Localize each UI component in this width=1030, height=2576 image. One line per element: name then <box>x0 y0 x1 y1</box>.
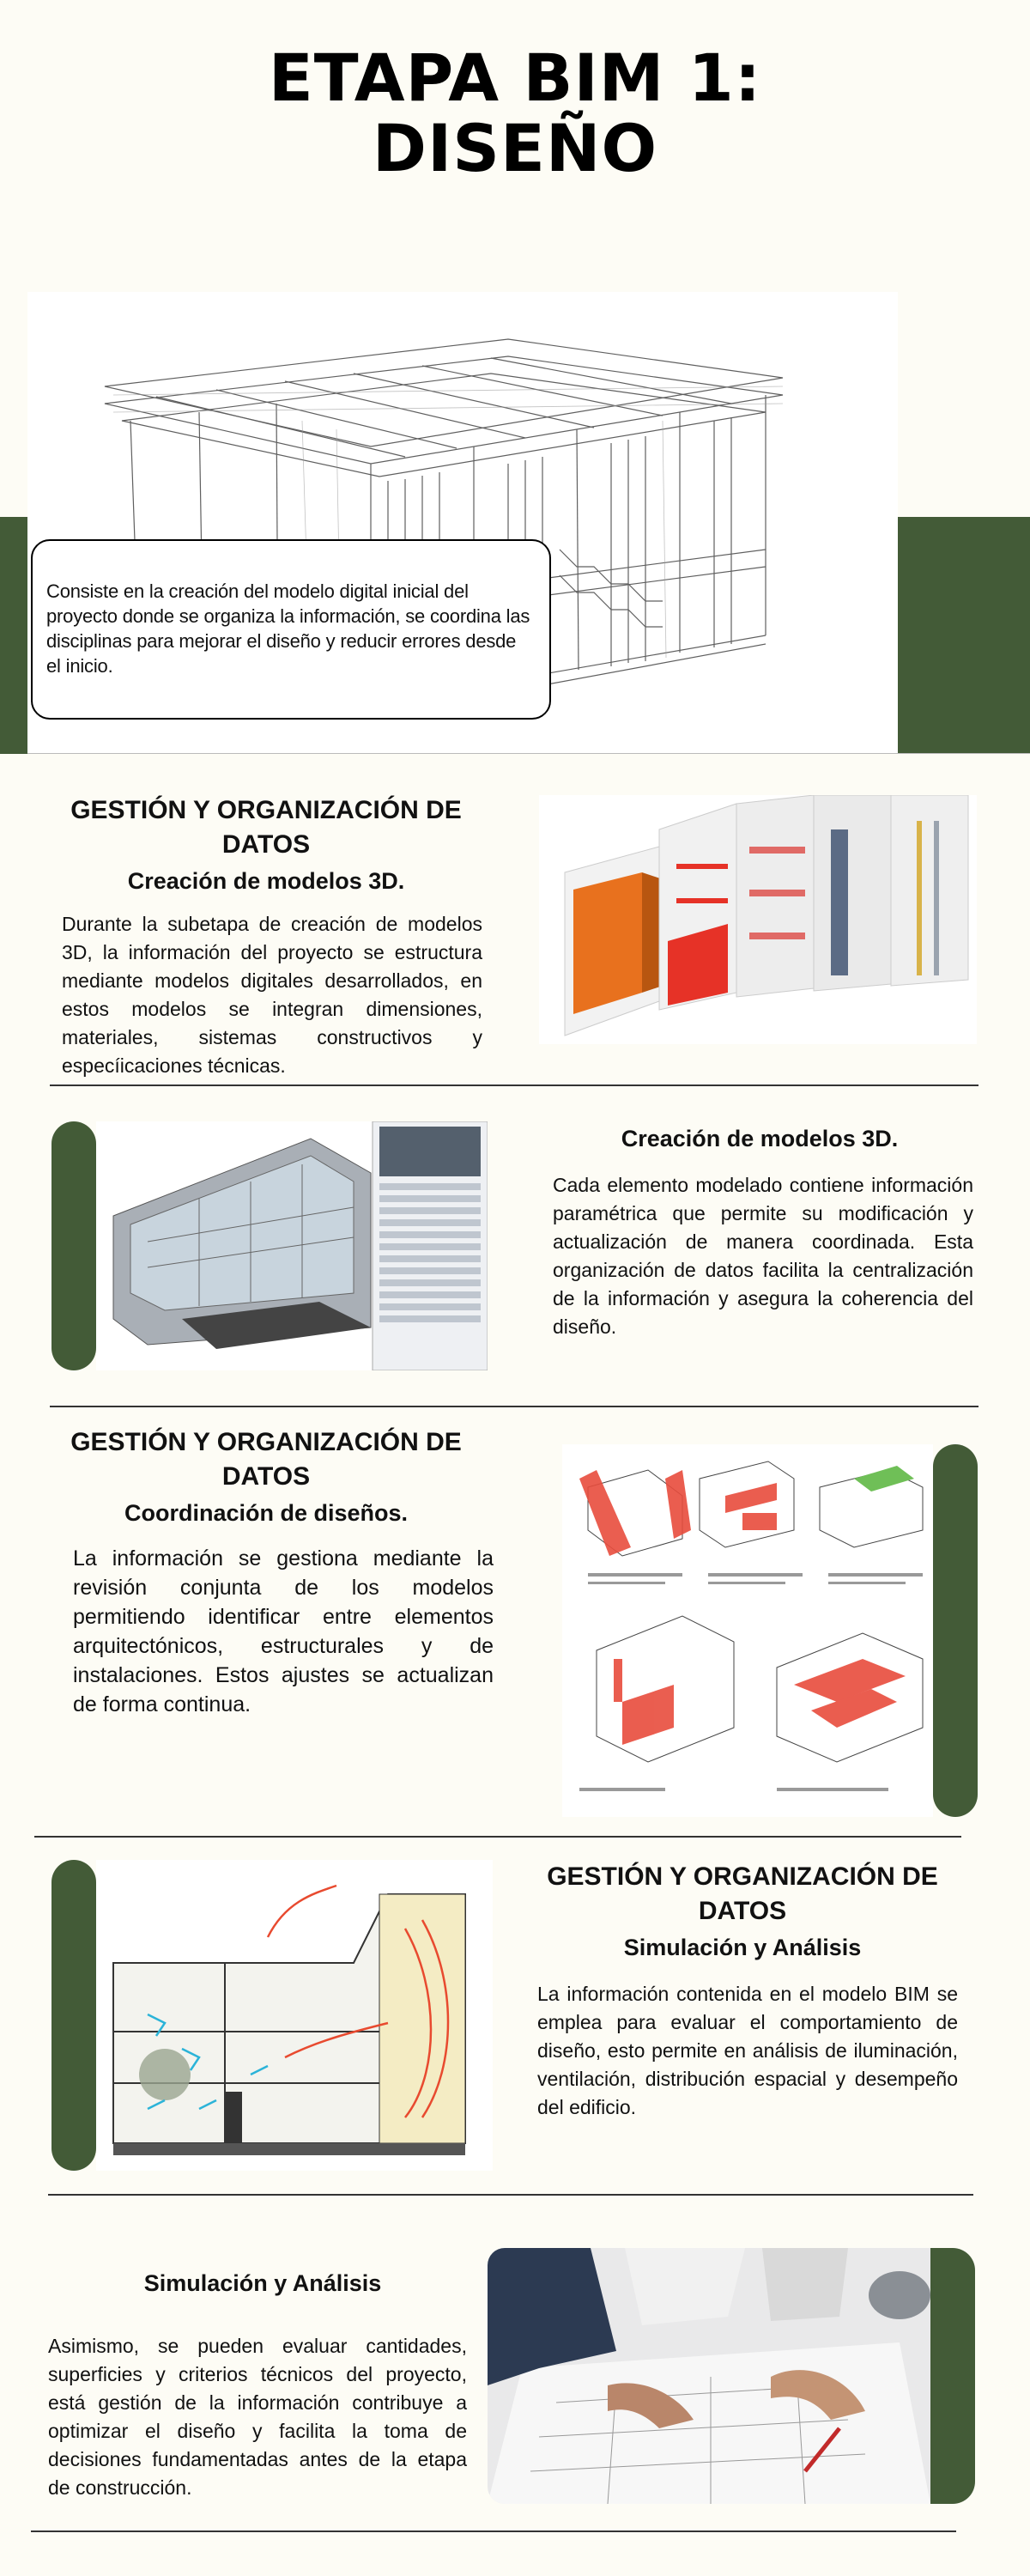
ventilation-section-image <box>96 1860 493 2171</box>
divider <box>50 1406 978 1407</box>
section-title: GESTIÓN Y ORGANIZACIÓN DE DATOS <box>70 796 462 859</box>
divider <box>48 2194 973 2196</box>
blueprint-review-photo <box>488 2248 930 2504</box>
section-title: GESTIÓN Y ORGANIZACIÓN DE DATOS <box>547 1862 938 1925</box>
section-coordinacion <box>52 1425 481 1528</box>
divider <box>31 2530 956 2532</box>
section-subtitle: Creación de modelos 3D. <box>127 868 405 894</box>
revit-model-image <box>96 1121 488 1370</box>
section-body: Asimismo, se pueden evaluar cantidades, superficies y criterios técnicos del proyecto, está gestión de la información contribuye a optimizar el diseño y facilita la toma de decisiones fundamentadas antes de la etapa de construcción. <box>48 2335 467 2499</box>
divider <box>50 1084 978 1086</box>
page-title <box>0 39 1030 186</box>
section-body: La información se gestiona mediante la revisión conjunta de los modelos permitiendo identificar entre elementos arquitectónicos, estructurales y de instalaciones. Estos ajustes se actualizan de forma continua. <box>73 1546 494 1716</box>
section-subtitle: Creación de modelos 3D. <box>621 1126 899 1151</box>
divider <box>27 753 1030 754</box>
intro-text: Consiste en la creación del modelo digital inicial del proyecto donde se organiza la información, se coordina las disciplinas para mejorar el diseño y reducir errores desde el inicio. <box>46 580 530 677</box>
section-simulacion <box>541 1860 944 1963</box>
section-subtitle: Coordinación de diseños. <box>124 1500 409 1526</box>
hero-green-bar-left <box>0 517 31 754</box>
green-pill-accent <box>52 1121 96 1370</box>
section-body: Durante la subetapa de creación de modelos 3D, la información del proyecto se estructura mediante modelos digitales desarrollados, en estos modelos se integran dimensiones, materiales, sistemas constructivos y especíicaciones técnicas. <box>62 913 482 1077</box>
intro-text-box <box>31 539 551 720</box>
section-body: La información contenida en el modelo BIM se emplea para evaluar el comportamiento de diseño, esto permite en análisis de iluminación, ventilación, distribución espacial y desempeño del edificio. <box>537 1983 958 2118</box>
title-line-1: ETAPA BIM 1: <box>268 39 762 116</box>
green-pill-accent <box>930 2248 975 2504</box>
divider <box>34 1836 961 1838</box>
green-pill-accent <box>933 1444 978 1817</box>
coordination-diagrams-image <box>562 1444 933 1817</box>
section-subtitle: Simulación y Análisis <box>143 2270 382 2296</box>
title-line-2: DISEÑO <box>372 110 658 186</box>
section-creacion-modelos <box>52 793 481 896</box>
section-title: GESTIÓN Y ORGANIZACIÓN DE DATOS <box>70 1428 462 1491</box>
model-layers-image <box>539 795 977 1044</box>
section-body: Cada elemento modelado contiene información paramétrica que permite su modificación y actualización de manera coordinada. Esta organización de datos facilita la centralización de la información y asegura la coherencia del diseño. <box>553 1174 973 1338</box>
section-subtitle: Simulación y Análisis <box>623 1935 862 1960</box>
hero-green-bar-right <box>898 517 1030 754</box>
green-pill-accent <box>52 1860 96 2171</box>
